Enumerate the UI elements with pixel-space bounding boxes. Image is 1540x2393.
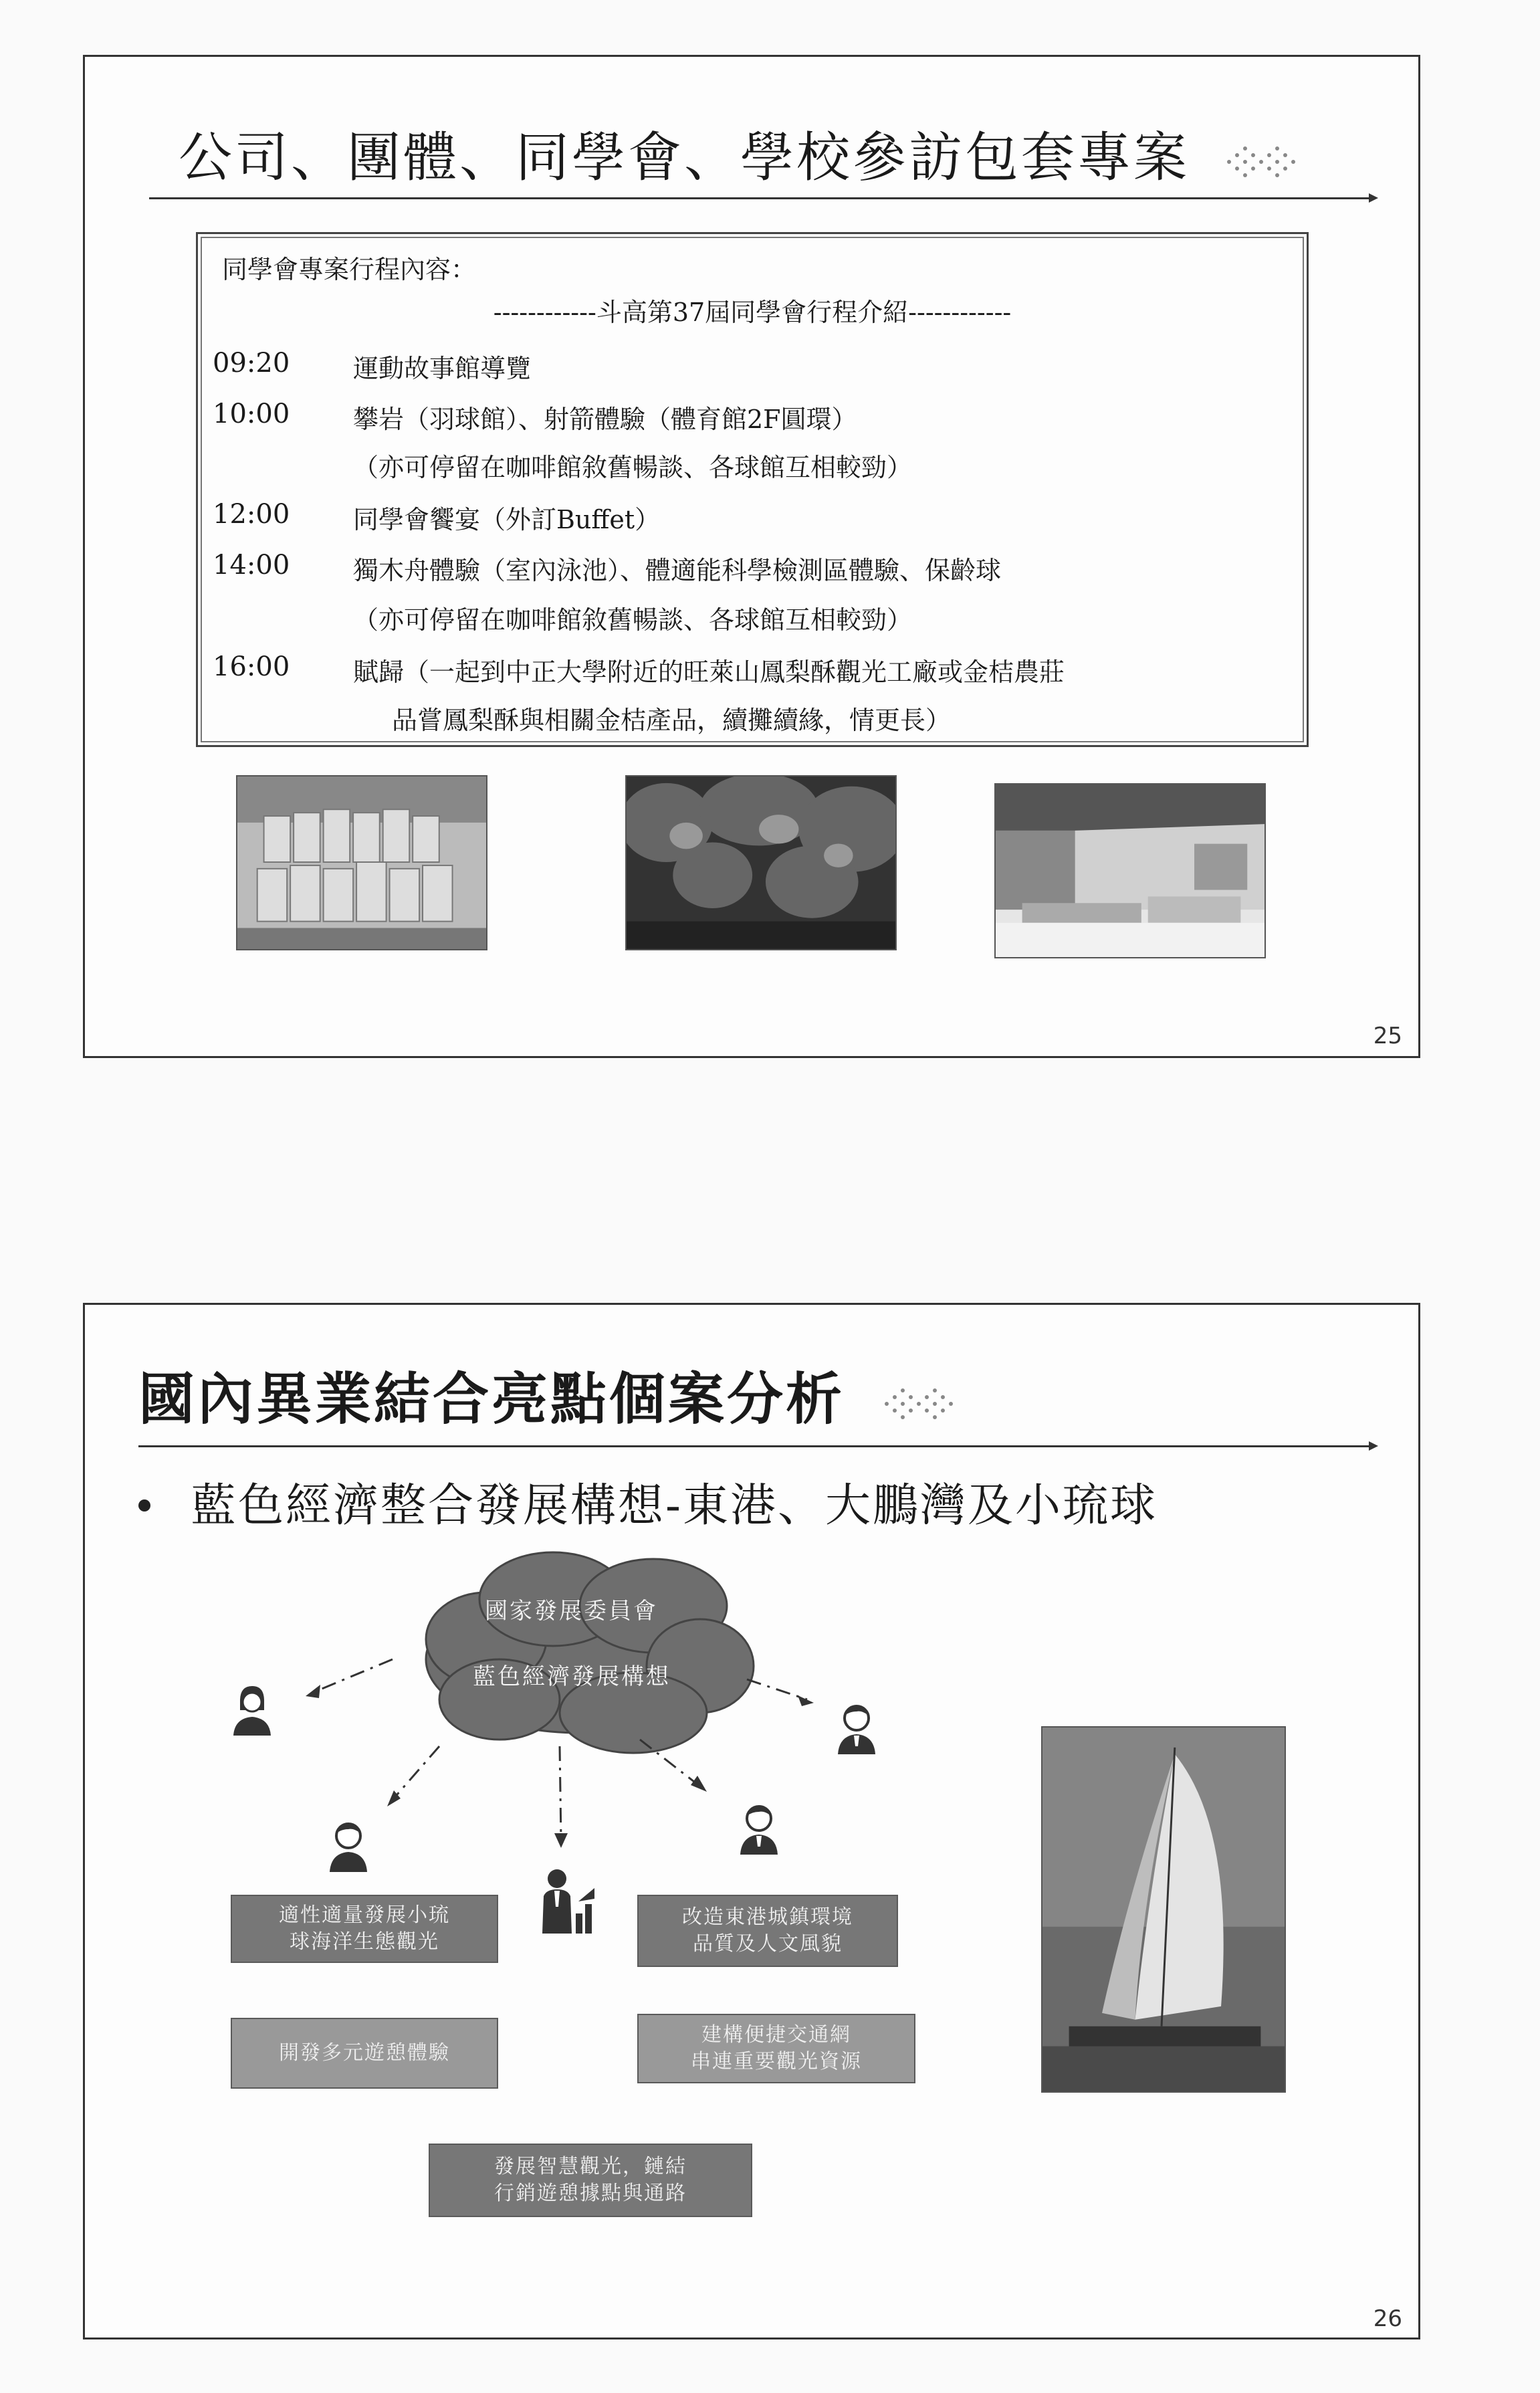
- itinerary-subtitle: ------------斗高第37屆同學會行程介紹------------: [493, 298, 1012, 327]
- bullet-point: 藍色經濟整合發展構想-東港、大鵬灣及小琉球: [138, 1469, 1158, 1534]
- slide-26: [83, 1303, 1420, 2339]
- presenter-growth-icon: [537, 1867, 597, 1936]
- itinerary-box: [196, 232, 1309, 747]
- itinerary-desc: （亦可停留在咖啡館敘舊暢談、各球館互相較勁）: [353, 453, 913, 482]
- itinerary-desc: （亦可停留在咖啡館敘舊暢談、各球館互相較勁）: [353, 605, 913, 635]
- slide-title: 公司、團體、同學會、學校參訪包套專案: [179, 114, 1309, 191]
- decorative-dots-icon: [1222, 142, 1309, 182]
- cloud-line-2: 藍色經濟發展構想: [473, 1663, 671, 1690]
- slide-25: [83, 55, 1420, 1058]
- itinerary-time: 14:00: [213, 550, 290, 581]
- box-donggang-town-renewal: 改造東港城鎮環境 品質及人文風貌: [637, 1895, 898, 1967]
- cloud-shape: [426, 1552, 754, 1753]
- person-icon: [738, 1802, 780, 1856]
- title-underline: [149, 197, 1373, 199]
- cloud-line-1: 國家發展委員會: [485, 1598, 658, 1625]
- itinerary-desc: 運動故事館導覽: [353, 354, 532, 383]
- pineapple-cake-products-photo: [236, 775, 487, 950]
- itinerary-desc: 賦歸（一起到中正大學附近的旺萊山鳳梨酥觀光工廠或金桔農莊: [353, 657, 1065, 687]
- box-smart-tourism: 發展智慧觀光，鏈結 行銷遊憩據點與通路: [429, 2144, 752, 2217]
- itinerary-desc: 品嘗鳳梨酥與相關金桔產品，續攤續緣，情更長）: [392, 706, 952, 735]
- page-number: 26: [1373, 2305, 1402, 2332]
- itinerary-desc: 攀岩（羽球館）、射箭體驗（體育館2F圓環）: [353, 405, 857, 434]
- museum-interior-photo: [994, 783, 1266, 958]
- itinerary-desc: 獨木舟體驗（室內泳池）、體適能科學檢測區體驗、保齡球: [353, 556, 1002, 585]
- sailboat-photo: [1041, 1726, 1286, 2093]
- forest-garden-photo: [625, 775, 897, 950]
- person-icon: [231, 1683, 273, 1737]
- itinerary-time: 10:00: [213, 399, 290, 429]
- box-xiaoliuqiu-eco-tourism: 適性適量發展小琉 球海洋生態觀光: [231, 1895, 498, 1963]
- box-diverse-recreation: 開發多元遊憩體驗: [231, 2018, 498, 2089]
- itinerary-desc: 同學會饗宴（外訂Buffet）: [353, 505, 661, 534]
- slide-title: 國內異業結合亮點個案分析: [138, 1354, 967, 1435]
- itinerary-time: 09:20: [213, 348, 290, 379]
- page-number: 25: [1373, 1023, 1402, 1049]
- person-icon: [835, 1702, 878, 1756]
- itinerary-time: 16:00: [213, 651, 290, 682]
- itinerary-heading: 同學會專案行程內容：: [222, 255, 477, 284]
- box-transport-network: 建構便捷交通網 串連重要觀光資源: [637, 2014, 915, 2083]
- itinerary-time: 12:00: [213, 499, 290, 530]
- person-icon: [327, 1820, 370, 1873]
